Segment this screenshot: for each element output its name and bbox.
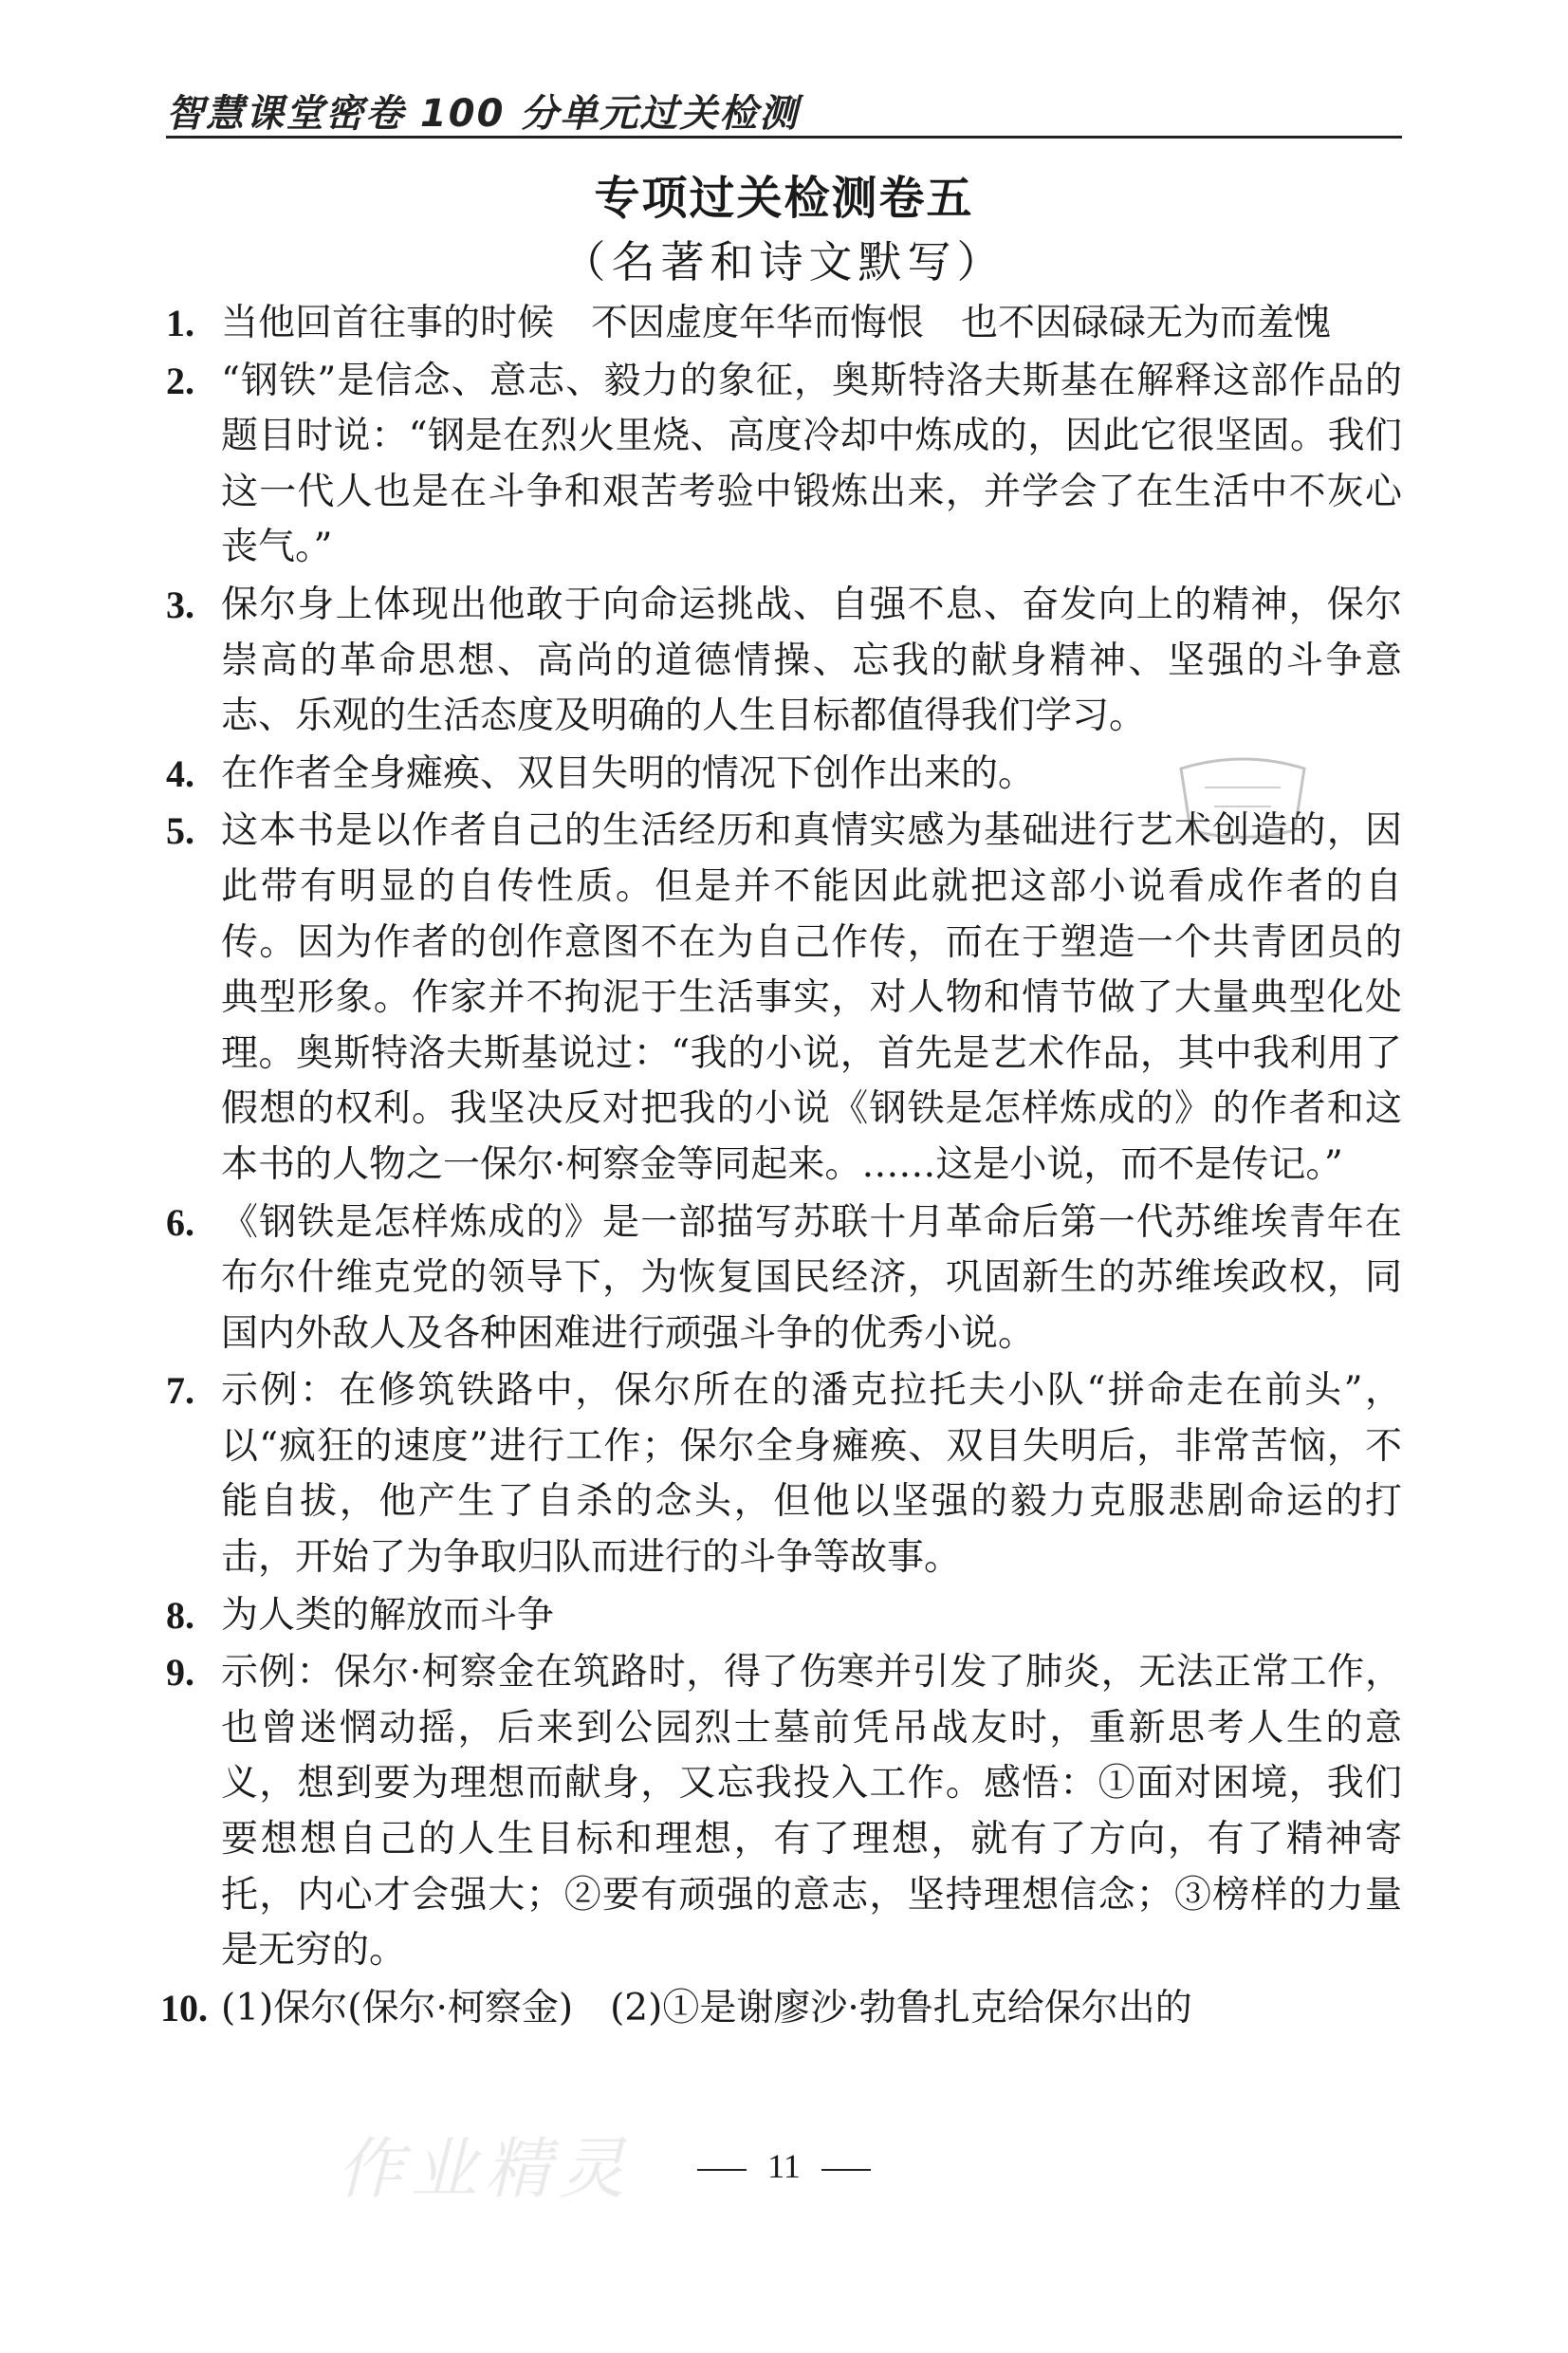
header-rule [166, 136, 1402, 139]
answer-text: 示例：在修筑铁路中，保尔所在的潘克拉托夫小队“拼命走在前头”，以“疯狂的速度”进行工作；保尔全身瘫痪、双目失明后，非常苦恼，不能自拔，他产生了自杀的念头，但他以坚强的毅力克服悲剧命运的打击，开始了为争取归队而进行的斗争等故事。 [221, 1369, 1402, 1580]
answer-text: 在作者全身瘫痪、双目失明的情况下创作出来的。 [221, 751, 1036, 795]
answer-number: 1. [166, 302, 194, 344]
answer-text: 示例：保尔·柯察金在筑路时，得了伤寒并引发了肺炎，无法正常工作，也曾迷惘动摇，后来到公园烈士墓前凭吊战友时，重新思考人生的意义，想到要为理想而献身，又忘我投入工作。感悟：①面对困境，我们要想想自己的人生目标和理想，有了理想，就有了方向，有了精神寄托，内心才会强大；②要有顽强的意志，坚持理想信念；③榜样的力量是无穷的。 [221, 1651, 1402, 1973]
answer-item [166, 296, 1402, 352]
answer-item [160, 1981, 1402, 2037]
answer-text: 《钢铁是怎样炼成的》是一部描写苏联十月革命后第一代苏维埃青年在布尔什维克党的领导下，为恢复国民经济，巩固新生的苏维埃政权，同国内外敌人及各种困难进行顽强斗争的优秀小说。 [221, 1200, 1402, 1355]
answer-number: 7. [166, 1369, 194, 1413]
answer-text: 为人类的解放而斗争 [221, 1593, 555, 1637]
answer-number: 9. [166, 1651, 194, 1695]
page-title: 专项过关检测卷五 [594, 172, 974, 225]
page-number: 11 [767, 2147, 801, 2185]
answer-text: 保尔身上体现出他敢于向命运挑战、自强不息、奋发向上的精神，保尔崇高的革命思想、高尚的道德情操、忘我的献身精神、坚强的斗争意志、乐观的生活态度及明确的人生目标都值得我们学习。 [221, 583, 1402, 738]
page-footer [0, 2146, 1568, 2186]
answer-number: 4. [166, 751, 194, 795]
answer-number: 8. [166, 1593, 194, 1637]
answer-number: 10. [160, 1986, 208, 2029]
stamp-seal-icon [1171, 750, 1314, 844]
answer-text: (1)保尔(保尔·柯察金) (2)①是谢廖沙·勃鲁扎克给保尔出的 [221, 1986, 1192, 2029]
footer-dash-right [821, 2169, 871, 2171]
answer-item [166, 1588, 1402, 1644]
answer-list [160, 296, 1402, 2038]
footer-dash-left [697, 2169, 747, 2171]
answer-item [166, 354, 1402, 576]
running-header: 智慧课堂密卷 100 分单元过关检测 [166, 92, 800, 136]
answer-text: 当他回首往事的时候 不因虚度年华而悔恨 也不因碌碌无为而羞愧 [221, 302, 1332, 344]
answer-number: 6. [166, 1200, 194, 1244]
answer-number: 3. [166, 583, 194, 626]
answer-item [166, 804, 1402, 1193]
answer-text: 这本书是以作者自己的生活经历和真情实感为基础进行艺术创造的，因此带有明显的自传性质。但是并不能因此就把这部小说看成作者的自传。因为作者的创作意图不在为自己作传，而在于塑造一个共青团员的典型形象。作家并不拘泥于生活事实，对人物和情节做了大量典型化处理。奥斯特洛夫斯基说过：“我的小说，首先是艺术作品，其中我利用了假想的权利。我坚决反对把我的小说《钢铁是怎样炼成的》的作者和这本书的人物之一保尔·柯察金等同起来。……这是小说，而不是传记。” [221, 809, 1402, 1186]
answer-item [166, 1195, 1402, 1362]
watermark: 作业精灵 [337, 2130, 633, 2208]
answer-item [166, 1363, 1402, 1585]
answer-number: 2. [166, 359, 194, 402]
answer-text: “钢铁”是信念、意志、毅力的象征，奥斯特洛夫斯基在解释这部作品的题目时说：“钢是在烈火里烧、高度冷却中炼成的，因此它很坚固。我们这一代人也是在斗争和艰苦考验中锻炼出来，并学会了在生活中不灰心丧气。” [221, 359, 1402, 569]
answer-item [166, 1645, 1402, 1979]
page-subtitle: （名著和诗文默写） [562, 236, 1006, 287]
answer-number: 5. [166, 809, 194, 853]
answer-item [166, 578, 1402, 745]
